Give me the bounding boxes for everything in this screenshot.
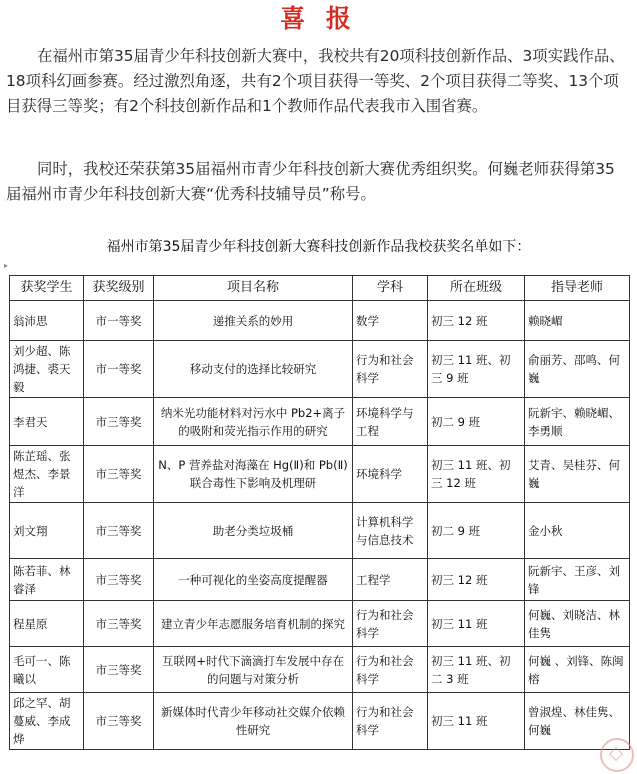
page-title: 喜 报 [280, 4, 357, 33]
cell-student: 陈若菲、林睿泽 [10, 559, 84, 601]
cell-teacher: 金小秋 [525, 503, 630, 559]
table-row [10, 559, 630, 601]
cell-project: N、P 营养盐对海藻在 Hg(Ⅱ)和 Pb(Ⅱ)联合毒性下影响及机理研 [154, 446, 353, 503]
cell-subject: 环境科学与工程 [353, 398, 428, 446]
cell-level: 市三等奖 [84, 503, 154, 559]
cell-class: 初三 11 班、初三 9 班 [428, 341, 525, 398]
cell-teacher: 何巍 、刘锋、陈闽榕 [525, 647, 630, 693]
cell-project: 助老分类垃圾桶 [154, 503, 353, 559]
cell-level: 市三等奖 [84, 647, 154, 693]
cell-project: 一种可视化的坐姿高度提醒器 [154, 559, 353, 601]
cell-class: 初三 11 班 [428, 693, 525, 750]
cell-subject: 行为和社会科学 [353, 601, 428, 647]
cell-subject: 行为和社会科学 [353, 693, 428, 750]
announcement-paragraph-2: 同时，我校还荣获第35届福州市青少年科技创新大赛优秀组织奖。何巍老师获得第35届福州市青少年科技创新大赛“优秀科技辅导员”称号。 [6, 160, 615, 203]
cell-student: 刘文翔 [10, 503, 84, 559]
announcement-paragraph-1: 在福州市第35届青少年科技创新大赛中，我校共有20项科技创新作品、3项实践作品、18项科幻画参赛。经过激烈角逐，共有2个项目获得一等奖、2个项目获得二等奖、13个项目获得三等奖；有2个科技创新作品和1个教师作品代表我市入围省赛。 [6, 47, 625, 115]
table-row [10, 301, 630, 341]
cell-student: 程星原 [10, 601, 84, 647]
header-level: 获奖级别 [84, 276, 154, 301]
cell-level: 市一等奖 [84, 341, 154, 398]
cell-project: 新媒体时代青少年移动社交媒介依赖性研究 [154, 693, 353, 750]
table-row [10, 446, 630, 503]
table-row [10, 693, 630, 750]
cell-subject: 计算机科学与信息技术 [353, 503, 428, 559]
cell-class: 初二 9 班 [428, 398, 525, 446]
header-student: 获奖学生 [10, 276, 84, 301]
awards-table [9, 275, 630, 750]
cell-student: 李君天 [10, 398, 84, 446]
cell-level: 市三等奖 [84, 601, 154, 647]
header-subject: 学科 [353, 276, 428, 301]
cell-subject: 数学 [353, 301, 428, 341]
cell-project: 递推关系的妙用 [154, 301, 353, 341]
cell-project: 互联网+时代下滴滴打车发展中存在的问题与对策分析 [154, 647, 353, 693]
cell-class: 初三 12 班 [428, 559, 525, 601]
cell-student: 毛可一、陈曦以 [10, 647, 84, 693]
cell-teacher: 赖晓嵋 [525, 301, 630, 341]
cell-teacher: 艾青、吴桂芬、何巍 [525, 446, 630, 503]
cell-level: 市三等奖 [84, 559, 154, 601]
cell-subject: 行为和社会科学 [353, 341, 428, 398]
cell-subject: 行为和社会科学 [353, 647, 428, 693]
cell-class: 初三 11 班、初二 3 班 [428, 647, 525, 693]
cell-level: 市三等奖 [84, 693, 154, 750]
cell-class: 初三 11 班 [428, 601, 525, 647]
cell-project: 移动支付的选择比较研究 [154, 341, 353, 398]
cell-teacher: 阮新宇、王彦、刘锋 [525, 559, 630, 601]
cell-class: 初三 12 班 [428, 301, 525, 341]
cell-level: 市一等奖 [84, 301, 154, 341]
cell-student: 刘少超、陈鸿捷、裘天毅 [10, 341, 84, 398]
cell-teacher: 曾淑煌、林佳隽、何巍 [525, 693, 630, 750]
table-row [10, 503, 630, 559]
table-row [10, 341, 630, 398]
cell-class: 初二 9 班 [428, 503, 525, 559]
cell-subject: 工程学 [353, 559, 428, 601]
cell-teacher: 阮新宇、赖晓嵋、 李勇顺 [525, 398, 630, 446]
school-seal-icon [600, 738, 634, 772]
table-caption: 福州市第35届青少年科技创新大赛科技创新作品我校获奖名单如下： [106, 239, 531, 255]
cell-level: 市三等奖 [84, 398, 154, 446]
table-row [10, 398, 630, 446]
cell-teacher: 何巍、刘晓洁、林佳隽 [525, 601, 630, 647]
cell-class: 初三 11 班、初三 12 班 [428, 446, 525, 503]
cell-level: 市三等奖 [84, 446, 154, 503]
cell-teacher: 俞丽芳、邵鸣、何巍 [525, 341, 630, 398]
cell-student: 翁沛思 [10, 301, 84, 341]
table-header-row [10, 276, 630, 301]
table-anchor-icon: ▸ [4, 261, 9, 270]
header-teacher: 指导老师 [525, 276, 630, 301]
cell-student: 邱之罕、胡蔓威、李成烨 [10, 693, 84, 750]
cell-project: 建立青少年志愿服务培育机制的探究 [154, 601, 353, 647]
header-project: 项目名称 [154, 276, 353, 301]
table-row [10, 601, 630, 647]
table-row [10, 647, 630, 693]
cell-student: 陈芷瑶、张煜杰、李景洋 [10, 446, 84, 503]
cell-subject: 环境科学 [353, 446, 428, 503]
cell-project: 纳米光功能材料对污水中 Pb2+离子的吸附和荧光指示作用的研究 [154, 398, 353, 446]
header-class: 所在班级 [428, 276, 525, 301]
